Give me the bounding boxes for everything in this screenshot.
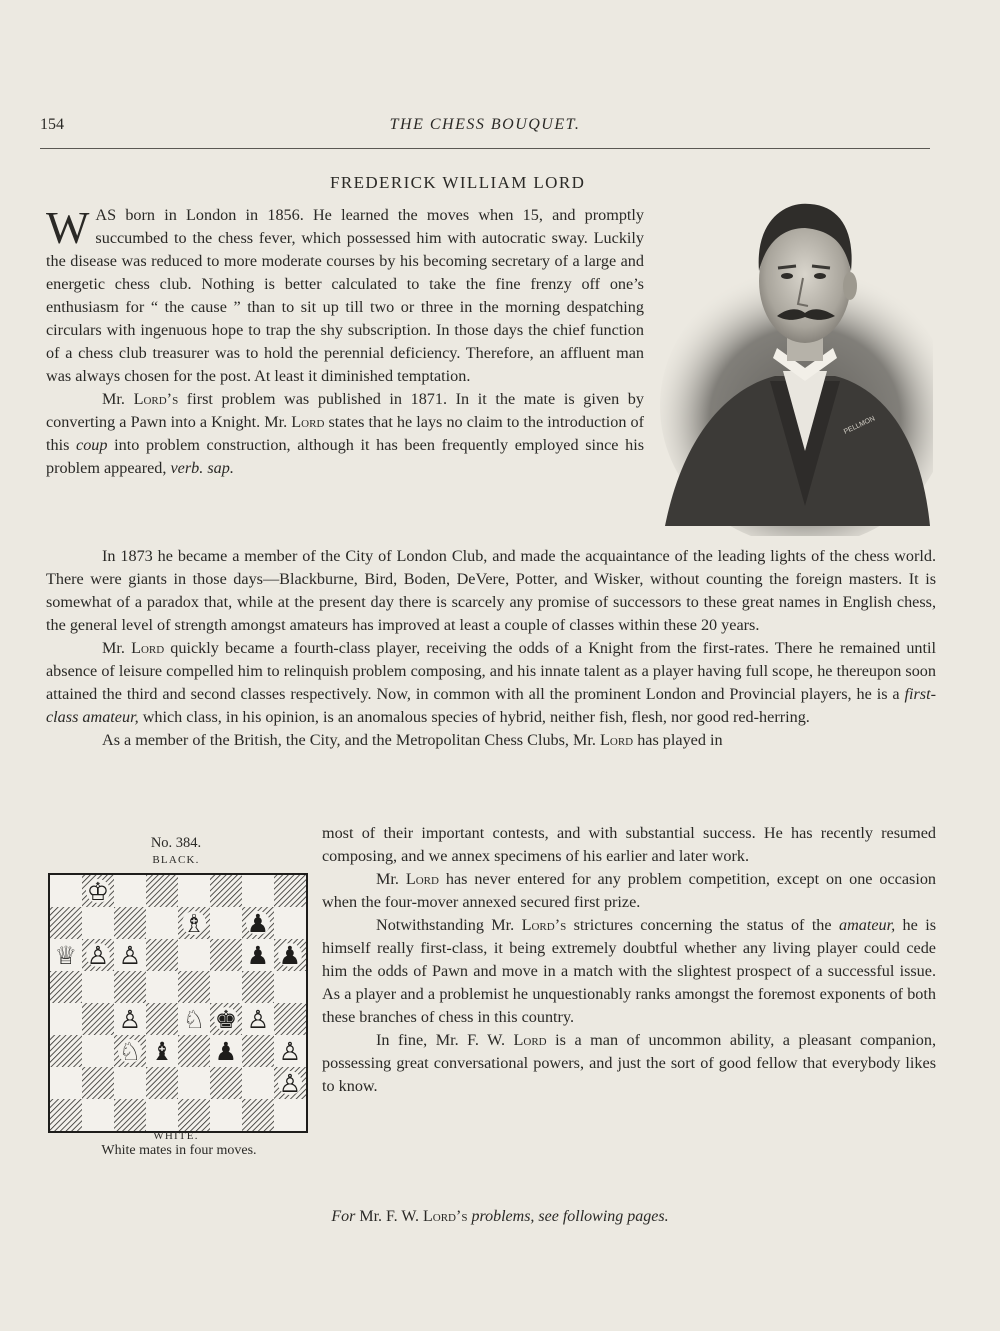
white-label: WHITE. (153, 1130, 199, 1142)
dark-square (146, 875, 178, 907)
text-run: is a man of uncommon ability, a pleasant companion, possessing great conversational powers, and just the sort of good fellow that everybody likes to know. (322, 1031, 936, 1095)
dark-square (146, 1003, 178, 1035)
light-square (242, 875, 274, 907)
light-square (50, 1003, 82, 1035)
text-run: Notwithstanding Mr. (376, 916, 522, 934)
running-head (40, 116, 930, 138)
paragraph-3: In 1873 he became a member of the City of London Club, and made the acquaintance of the leading lights of the chess world. There were giants in those days—Blackburne, Bird, Boden, DeVere, Potter, and Wisker, without counting the foreign masters. It is somewhat of a paradox that, while at the present day there is scarcely any promise of successors to these great names in English chess, the general level of strength amongst amateurs has improved at least a couple of classes within these 20 years. (46, 547, 936, 634)
light-square (82, 907, 114, 939)
white-queen-icon: ♕ (54, 941, 78, 970)
dark-square (114, 971, 146, 1003)
light-square (146, 1099, 178, 1131)
dark-square (82, 1003, 114, 1035)
italic-word: amateur, (838, 916, 896, 934)
light-square (210, 907, 242, 939)
white-king-icon: ♔ (86, 877, 110, 906)
dark-square (146, 939, 178, 971)
text-run: quickly became a fourth-class player, receiving the odds of a Knight from the first-rates. There he remained until absence of leisure compelled him to relinquish problem composing, and his innate talent as a player having full scope, he thereupon soon attained the third and second classes respectively. Now, in common with all the prominent London and Provincial players, he is a (46, 639, 936, 703)
light-square (178, 875, 210, 907)
dark-square (242, 1035, 274, 1067)
light-square (82, 1099, 114, 1131)
text-run: into problem construction, although it has been frequently employed since his problem appeared, (46, 436, 644, 477)
dark-square (210, 1067, 242, 1099)
dark-square (274, 1003, 306, 1035)
light-square (146, 907, 178, 939)
text-run: strictures concerning the status of the (566, 916, 839, 934)
light-square (50, 1067, 82, 1099)
name-smallcaps: Lord’s (521, 916, 567, 934)
name-smallcaps: Lord (513, 1031, 547, 1049)
black-pawn-icon: ♟ (214, 1037, 238, 1066)
light-square (178, 1067, 210, 1099)
chess-board (50, 875, 306, 1131)
dark-square (178, 1035, 210, 1067)
dark-square (50, 907, 82, 939)
portrait-engraving (655, 176, 933, 536)
full-width-text-block (46, 545, 936, 752)
text-run: first problem was published in 1871. In it the mate is given by converting a Pawn into a Knight. Mr. (46, 390, 644, 431)
footer-for: For (331, 1208, 356, 1225)
footer-note (0, 1208, 1000, 1226)
portrait-illustration (655, 176, 933, 536)
paragraph-5-lead (46, 729, 936, 752)
italic-phrase: first-class amateur, (46, 685, 936, 726)
name-smallcaps: Lord’s (133, 390, 179, 408)
dark-square (242, 1099, 274, 1131)
stipulation: White mates in four moves. (101, 1143, 257, 1158)
white-pawn-icon: ♙ (118, 1005, 142, 1034)
dark-square (178, 971, 210, 1003)
paragraph-5-continued: most of their important contests, and with substantial success. He has recently resumed composing, and we annex specimens of his earlier and later work. (322, 824, 936, 865)
paragraph-4 (46, 637, 936, 729)
light-square (274, 1099, 306, 1131)
footer-rest: problems, see following pages. (467, 1208, 669, 1225)
white-pawn-icon: ♙ (278, 1037, 302, 1066)
text-run: which class, in his opinion, is an anomalous species of hybrid, neither fish, flesh, nor good red-herring. (138, 708, 810, 726)
black-label: BLACK. (152, 854, 200, 866)
right-column-text-block (322, 822, 936, 1098)
light-square (210, 971, 242, 1003)
paragraph-2 (46, 388, 644, 480)
black-pawn-icon: ♟ (278, 941, 302, 970)
light-square (146, 971, 178, 1003)
text-run: Mr. (102, 639, 132, 657)
chess-diagram (48, 873, 308, 1133)
white-knight-icon: ♘ (182, 1005, 206, 1034)
light-square (114, 1067, 146, 1099)
dark-square (50, 971, 82, 1003)
paragraph-8 (322, 1029, 936, 1098)
paragraph-7 (322, 914, 936, 1029)
dark-square (146, 1067, 178, 1099)
dark-square (114, 1099, 146, 1131)
dark-square (210, 939, 242, 971)
footer-mr: Mr. F. W. (355, 1208, 423, 1225)
white-knight-icon: ♘ (118, 1037, 142, 1066)
light-square (82, 1035, 114, 1067)
paragraph-6 (322, 868, 936, 914)
dark-square (114, 907, 146, 939)
drop-cap: W (46, 202, 90, 253)
white-pawn-icon: ♙ (246, 1005, 270, 1034)
white-bishop-icon: ♗ (182, 909, 206, 938)
engraver-signature: PELLMON (842, 415, 877, 436)
light-square (50, 875, 82, 907)
italic-word: coup (76, 436, 108, 454)
light-square (274, 907, 306, 939)
page-number: 154 (40, 116, 64, 133)
article-title: FREDERICK WILLIAM LORD (330, 173, 586, 192)
dark-square (274, 875, 306, 907)
dark-square (82, 1067, 114, 1099)
paragraph-1-text: AS born in London in 1856. He learned the moves when 15, and promptly succumbed to the chess fever, which possessed him with autocratic sway. Luckily the disease was reduced to more moderate courses by his becoming secretary of a large and energetic chess club. Nothing is better calculated to take the fine frenzy off one’s enthusiasm for “ the cause ” than to sit up till two or three in the morning despatching circulars with ingenuous hope to trap the shy subscription. In those days the chief function of a chess club treasurer was to hold the perennial deficiency. Therefore, an affluent man was always chosen for the post. At least it diminished temptation. (46, 206, 644, 385)
text-run: has never entered for any problem competition, except on one occasion when the four-mover annexed secured first prize. (322, 870, 937, 911)
white-pawn-icon: ♙ (118, 941, 142, 970)
text-run: states that he lays no claim to the introduction of this (46, 413, 644, 454)
footer-name: Lord’s (423, 1208, 468, 1225)
header-rule (40, 148, 930, 149)
light-square (178, 939, 210, 971)
black-king-icon: ♚ (214, 1005, 238, 1034)
text-run: Mr. (376, 870, 406, 888)
light-square (242, 1067, 274, 1099)
light-square (82, 971, 114, 1003)
black-bishop-icon: ♝ (150, 1037, 174, 1066)
dark-square (178, 1099, 210, 1131)
dark-square (210, 875, 242, 907)
dark-square (50, 1035, 82, 1067)
text-run: he is himself really first-class, it being extremely doubtful whether any living player could cede him the odds of Pawn and move in a match with the slightest prospect of a successful issue. As a player and a problemist he unquestionably ranks amongst the foremost exponents of both these branches of chess in this country. (322, 916, 937, 1026)
book-title: THE CHESS BOUQUET. (389, 116, 581, 133)
name-smallcaps: Lord (405, 870, 439, 888)
light-square (114, 875, 146, 907)
light-square (274, 971, 306, 1003)
text-run: Mr. (102, 390, 134, 408)
light-square (210, 1099, 242, 1131)
dark-square (242, 971, 274, 1003)
white-pawn-icon: ♙ (278, 1069, 302, 1098)
intro-text-block (46, 204, 644, 480)
text-run: As a member of the British, the City, and the Metropolitan Chess Clubs, Mr. (102, 731, 601, 749)
name-smallcaps: Lord (600, 731, 634, 749)
dark-square (50, 1099, 82, 1131)
name-smallcaps: Lord (291, 413, 325, 431)
black-pawn-icon: ♟ (246, 941, 270, 970)
text-run: In fine, Mr. F. W. (376, 1031, 514, 1049)
white-pawn-icon: ♙ (86, 941, 110, 970)
name-smallcaps: Lord (131, 639, 165, 657)
black-pawn-icon: ♟ (246, 909, 270, 938)
text-run: has played in (633, 731, 723, 749)
italic-phrase: verb. sap. (170, 459, 234, 477)
paragraph-1 (46, 204, 644, 388)
problem-number: No. 384. (150, 835, 202, 851)
